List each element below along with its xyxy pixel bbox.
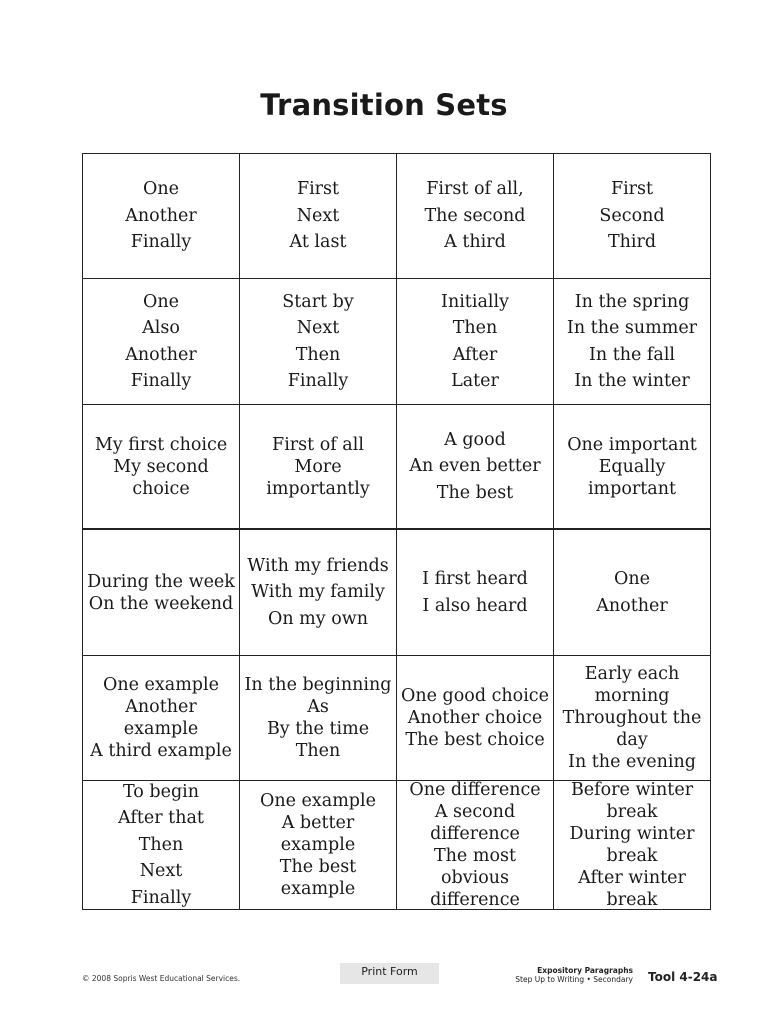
transition-phrase: With my friends bbox=[247, 555, 389, 576]
transition-phrase: The most obvious difference bbox=[430, 846, 520, 910]
transition-phrase: An even better bbox=[409, 456, 541, 477]
transition-phrase: During the week bbox=[87, 571, 235, 592]
transition-phrase: I also heard bbox=[422, 595, 528, 616]
transition-phrase: The best example bbox=[279, 857, 357, 899]
transition-phrase: I first heard bbox=[422, 569, 528, 589]
table-cell bbox=[240, 405, 397, 530]
table-cell bbox=[240, 279, 397, 405]
transition-phrase: Then bbox=[452, 318, 498, 338]
table-cell bbox=[554, 279, 710, 405]
transition-phrase: Another example bbox=[123, 697, 199, 739]
transition-phrase: To begin bbox=[122, 781, 200, 802]
transition-phrase: A third bbox=[444, 232, 506, 253]
transition-phrase: After bbox=[452, 344, 498, 365]
table-cell bbox=[240, 656, 397, 781]
transition-phrase: More importantly bbox=[266, 456, 370, 499]
table-cell bbox=[397, 656, 554, 781]
transition-sets-table bbox=[82, 153, 711, 910]
transition-phrase: During winter break bbox=[569, 824, 695, 866]
table-cell bbox=[83, 405, 240, 530]
table-cell bbox=[397, 154, 554, 279]
transition-phrase: Finally bbox=[130, 232, 192, 253]
transition-phrase: Equally important bbox=[587, 456, 677, 499]
transition-phrase: Third bbox=[607, 232, 657, 253]
transition-phrase: One bbox=[143, 179, 179, 200]
transition-phrase: One important bbox=[567, 434, 697, 455]
transition-phrase: One example bbox=[103, 675, 219, 695]
transition-phrase: One bbox=[143, 291, 179, 312]
transition-phrase: One bbox=[614, 569, 650, 589]
book-subtitle: Step Up to Writing • Secondary bbox=[515, 975, 633, 984]
transition-phrase: First of all bbox=[272, 434, 364, 455]
table-cell bbox=[240, 154, 397, 279]
transition-phrase: One difference bbox=[409, 780, 541, 800]
transition-phrase: In the summer bbox=[566, 318, 698, 338]
transition-phrase: Finally bbox=[130, 887, 192, 908]
transition-phrase: Throughout the day bbox=[562, 708, 702, 750]
transition-phrase: Then bbox=[295, 741, 341, 761]
transition-phrase: After that bbox=[118, 808, 204, 829]
table-cell bbox=[83, 656, 240, 781]
transition-phrase: Also bbox=[142, 318, 180, 338]
transition-phrase: On my own bbox=[267, 608, 368, 629]
transition-phrase: Another choice bbox=[407, 708, 543, 728]
transition-phrase: The best choice bbox=[405, 730, 545, 750]
transition-phrase: Initially bbox=[441, 291, 509, 312]
transition-phrase: After winter break bbox=[578, 868, 686, 910]
transition-phrase: One good choice bbox=[401, 686, 549, 706]
table-cell bbox=[554, 405, 710, 530]
transition-phrase: The best bbox=[436, 482, 514, 503]
transition-phrase: A good bbox=[444, 429, 506, 450]
transition-phrase: First bbox=[610, 179, 654, 200]
transition-phrase: First of all, bbox=[426, 179, 524, 200]
copyright-notice: © 2008 Sopris West Educational Services. bbox=[82, 974, 241, 983]
table-cell bbox=[554, 656, 710, 781]
transition-phrase: One example bbox=[260, 791, 376, 811]
transition-phrase: A better example bbox=[280, 813, 356, 855]
table-cell bbox=[554, 154, 710, 279]
transition-phrase: Another bbox=[125, 205, 197, 226]
transition-phrase: My second choice bbox=[113, 456, 209, 499]
table-cell bbox=[83, 154, 240, 279]
transition-phrase: In the fall bbox=[588, 344, 676, 365]
transition-phrase: With my family bbox=[251, 582, 385, 603]
table-cell bbox=[240, 530, 397, 656]
table-cell bbox=[83, 781, 240, 909]
page-title: Transition Sets bbox=[260, 88, 508, 122]
transition-phrase: In the beginning bbox=[244, 675, 392, 695]
transition-phrase: Then bbox=[138, 834, 184, 855]
tool-label: Tool 4-24a bbox=[648, 970, 718, 984]
book-title: Expository Paragraphs bbox=[537, 966, 633, 975]
transition-phrase: In the spring bbox=[574, 291, 690, 312]
table-cell bbox=[83, 279, 240, 405]
transition-phrase: In the winter bbox=[574, 371, 690, 391]
table-cell bbox=[240, 781, 397, 909]
transition-phrase: Another bbox=[596, 595, 668, 616]
transition-phrase: In the evening bbox=[568, 752, 696, 772]
table-cell bbox=[554, 530, 710, 656]
transition-phrase: Next bbox=[296, 205, 340, 226]
transition-phrase: Finally bbox=[287, 371, 349, 391]
transition-phrase: At last bbox=[289, 232, 347, 253]
transition-phrase: First bbox=[296, 179, 340, 200]
transition-phrase: Finally bbox=[130, 371, 192, 391]
table-cell bbox=[397, 530, 554, 656]
table-cell bbox=[397, 279, 554, 405]
table-cell bbox=[554, 781, 710, 909]
transition-phrase: Early each morning bbox=[584, 664, 680, 706]
transition-phrase: Next bbox=[296, 318, 340, 338]
table-cell bbox=[397, 405, 554, 530]
transition-phrase: By the time bbox=[266, 719, 370, 739]
transition-phrase: As bbox=[307, 697, 329, 717]
print-form-button[interactable]: Print Form bbox=[340, 963, 439, 984]
transition-phrase: The second bbox=[424, 205, 526, 226]
book-reference bbox=[500, 966, 633, 984]
transition-phrase: Second bbox=[599, 205, 665, 226]
transition-phrase: Another bbox=[125, 344, 197, 365]
transition-phrase: Start by bbox=[282, 291, 354, 312]
transition-phrase: A third example bbox=[90, 741, 232, 761]
transition-phrase: Before winter break bbox=[570, 780, 694, 822]
table-cell bbox=[83, 530, 240, 656]
transition-phrase: On the weekend bbox=[88, 593, 234, 614]
transition-phrase: Later bbox=[451, 371, 499, 391]
transition-phrase: Next bbox=[139, 861, 183, 882]
transition-phrase: Then bbox=[295, 344, 341, 365]
transition-phrase: My first choice bbox=[94, 434, 228, 455]
transition-phrase: A second difference bbox=[430, 802, 520, 844]
table-cell bbox=[397, 781, 554, 909]
